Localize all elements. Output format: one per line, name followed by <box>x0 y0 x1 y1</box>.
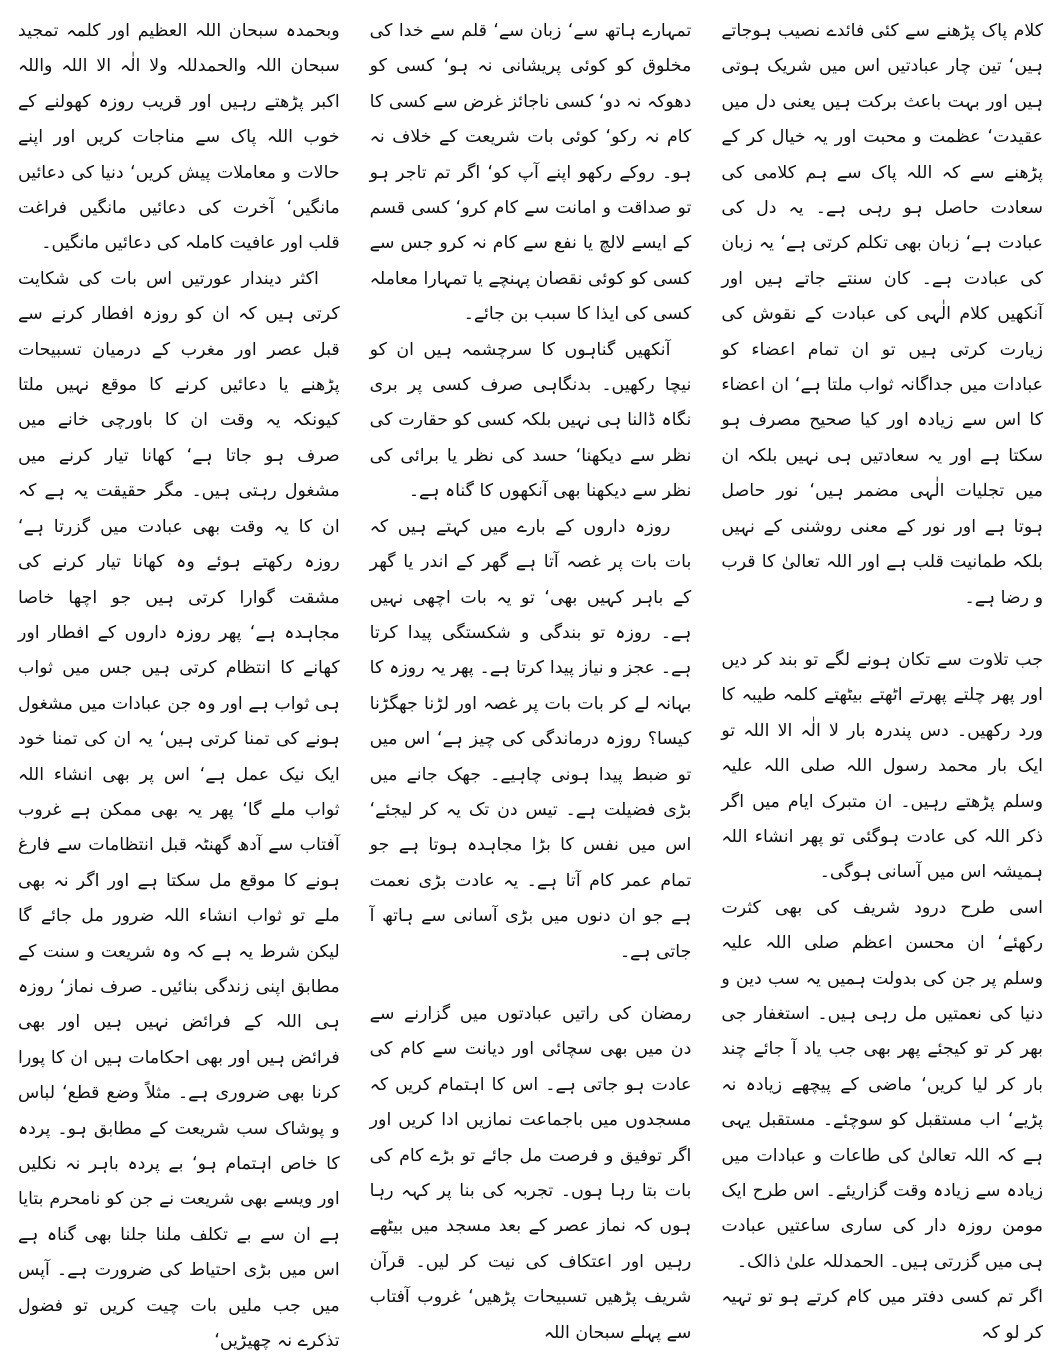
paragraph: روزہ داروں کے بارے میں کہتے ہیں کہ بات بات پر غصہ آتا ہے گھر کے اندر یا گھر کے باہر کہیں بھی‘ تو یہ بات اچھی نہیں ہے۔ روزہ تو بندگی و شکستگی پیدا کرتا ہے۔ عجز و نیاز پیدا کرتا ہے۔ پھر یہ روزہ کا بہانہ لے کر بات بات پر غصہ اور لڑنا جھگڑنا کیسا؟ روزہ درماندگی کی چیز ہے‘ اس میں تو ضبط پیدا ہونی چاہیے۔ جھک جانے میں بڑی فضیلت ہے۔ تیس دن تک یہ کر لیجئے‘ اس میں نفس کا بڑا مجاہدہ ہوتا ہے جو تمام عمر کام آتا ہے۔ یہ عادت بڑی نعمت ہے جو ان دنوں میں بڑی آسانی سے ہاتھ آ جاتی ہے۔ <box>369 516 692 962</box>
column-middle <box>370 14 692 1350</box>
paragraph-gap <box>721 616 1043 643</box>
paragraph: جب تلاوت سے تکان ہونے لگے تو بند کر دیں اور پھر چلتے پھرتے اٹھتے بیٹھتے کلمہ طیبہ کا ورد رکھیں۔ دس پندرہ بار لا الٰہ الا اللہ تو ایک بار محمد رسول اللہ صلی اللہ علیہ وسلم پڑھتے رہیں۔ ان متبرک ایام میں اگر ذکر اللہ کی عادت ہوگئی تو پھر انشاء اللہ ہمیشہ اس میں آسانی ہوگی۔ <box>721 649 1043 883</box>
paragraph: اسی طرح درود شریف کی بھی کثرت رکھئے‘ ان محسن اعظم صلی اللہ علیہ وسلم پر جن کی بدولت ہمیں یہ سب دین و دنیا کی نعمتیں مل رہی ہیں۔ استغفار جی بھر کر تو کیجئے پھر بھی جب یاد آ جائے چند بار کر لیا کریں‘ ماضی کے پیچھے زیادہ نہ پڑیے‘ اب مستقبل کو سوچئے۔ مستقبل یہی ہے کہ اللہ تعالیٰ کی طاعات و عبادات میں زیادہ سے زیادہ وقت گزاریئے۔ اس طرح ایک مومن روزہ دار کی ساری ساعتیں عبادت ہی میں گزرتی ہیں۔ الحمدللہ علیٰ ذالک۔ <box>721 897 1043 1272</box>
paragraph: کلام پاک پڑھنے سے کئی فائدے نصیب ہوجاتے ہیں‘ تین چار عبادتیں اس میں شریک ہوتی ہیں اور بہت باعث برکت ہیں یعنی دل میں عقیدت‘ عظمت و محبت اور یہ خیال کر کے پڑھنے سے کہ اللہ پاک سے ہم کلامی کی سعادت حاصل ہو رہی ہے۔ یہ دل کی عبادت ہے‘ زبان بھی تکلم کرتی ہے‘ یہ زبان کی عبادت ہے۔ کان سنتے جاتے ہیں اور آنکھیں کلام الٰہی کی عبادت کے نقوش کی زیارت کرتی ہیں تو ان تمام اعضاء کو عبادات میں جداگانہ ثواب ملتا ہے‘ ان اعضاء کا اس سے زیادہ اور کیا صحیح مصرف ہو سکتا ہے اور یہ سعادتیں ہی نہیں بلکہ ان میں تجلیات الٰہی مضمر ہیں‘ نور حاصل ہوتا ہے اور نور کے معنی روشنی کے نہیں بلکہ طمانیت قلب ہے اور اللہ تعالیٰ کا قرب و رضا ہے۔ <box>721 21 1043 608</box>
paragraph: رمضان کی راتیں عبادتوں میں گزارنے سے دن میں بھی سچائی اور دیانت سے کام کی عادت ہو جاتی ہے۔ اس کا اہتمام کریں کہ مسجدوں میں باجماعت نمازیں ادا کریں اور اگر توفیق و فرصت مل جائے تو بڑے کام کی بات بتا رہا ہوں۔ تجربہ کی بنا پر کہہ رہا ہوں کہ نماز عصر کے بعد مسجد میں بیٹھے رہیں اور اعتکاف کی نیت کر لیں۔ قرآن شریف پڑھیں تسبیحات پڑھیں‘ غروب آفتاب سے پہلے سبحان اللہ <box>369 1003 692 1343</box>
column-right <box>721 14 1043 1350</box>
paragraph: تمہارے ہاتھ سے‘ زبان سے‘ قلم سے خدا کی مخلوق کو کوئی پریشانی نہ ہو‘ کسی کو دھوکہ نہ دو‘ کسی ناجائز غرض سے کسی کا کام نہ رکو‘ کوئی بات شریعت کے خلاف نہ ہو۔ روکے رکھو اپنے آپ کو‘ اگر تم تاجر ہو تو صداقت و امانت سے کام کرو‘ کسی قسم کے ایسے لالچ یا نفع سے کام نہ کرو جس سے کسی کو کوئی نقصان پہنچے یا تمہارا معاملہ کسی کی ایذا کا سبب بن جائے۔ <box>369 21 692 325</box>
column-left <box>18 14 340 1350</box>
paragraph-gap <box>370 970 692 997</box>
paragraph: آنکھیں گناہوں کا سرچشمہ ہیں ان کو نیچا رکھیں۔ بدنگاہی صرف کسی پر بری نگاہ ڈالنا ہی نہیں بلکہ کسی کو حقارت کی نظر سے دیکھنا‘ حسد کی نظر یا برائی کی نظر سے دیکھنا بھی آنکھوں کا گناہ ہے۔ <box>369 339 692 502</box>
paragraph: اکثر دیندار عورتیں اس بات کی شکایت کرتی ہیں کہ ان کو روزہ افطار کرنے سے قبل عصر اور مغرب کے درمیان تسبیحات پڑھنے یا دعائیں کرنے کا موقع نہیں ملتا کیونکہ یہ وقت ان کا باورچی خانے میں صرف ہو جاتا ہے‘ کھانا تیار کرنے میں مشغول رہتی ہیں۔ مگر حقیقت یہ ہے کہ ان کا یہ وقت بھی عبادت میں گزرتا ہے‘ روزہ رکھتے ہوئے وہ کھانا تیار کرنے کی مشقت گوارا کرتی ہیں جو اچھا خاصا مجاہدہ ہے‘ پھر روزہ داروں کے افطار اور کھانے کا انتظام کرتی ہیں جس میں ثواب ہی ثواب ہے اور وہ جن عبادات میں مشغول ہونے کی تمنا کرتی ہیں‘ یہ ان کی تمنا خود ایک نیک عمل ہے‘ اس پر بھی انشاء اللہ ثواب ملے گا‘ پھر یہ بھی ممکن ہے غروب آفتاب سے آدھ گھنٹہ قبل انتظامات سے فارغ ہونے کا موقع مل سکتا ہے اور اگر نہ بھی ملے تو ثواب انشاء اللہ ضرور مل جائے گا لیکن شرط یہ ہے کہ وہ شریعت و سنت کے مطابق اپنی زندگی بنائیں۔ صرف نماز‘ روزہ ہی اللہ کے فرائض نہیں ہیں اور بھی فرائض ہیں اور بھی احکامات ہیں ان کا پورا کرنا بھی ضروری ہے۔ مثلاً وضع قطع‘ لباس و پوشاک سب شریعت کے مطابق ہو۔ پردہ کا خاص اہتمام ہو‘ بے پردہ باہر نہ نکلیں اور ویسے بھی شریعت نے جن کو نامحرم بتایا ہے ان سے بے تکلف ملنا جلنا بھی گناہ ہے اس میں بڑی احتیاط کی ضرورت ہے۔ آپس میں جب ملیں بات چیت کریں تو فضول تذکرے نہ چھیڑیں‘ <box>17 268 340 1352</box>
paragraph: اگر تم کسی دفتر میں کام کرتے ہو تو تہیہ کر لو کہ <box>721 1287 1043 1343</box>
paragraph: وبحمدہ سبحان اللہ العظیم اور کلمہ تمجید سبحان اللہ والحمدللہ ولا الٰہ الا اللہ واللہ اکبر پڑھتے رہیں اور قریب روزہ کھولنے کے خوب اللہ پاک سے مناجات کریں اور اپنے حالات و معاملات پیش کریں‘ دنیا کی دعائیں مانگیں‘ آخرت کی دعائیں مانگیں فراغت قلب اور عافیت کاملہ کی دعائیں مانگیں۔ <box>17 21 340 254</box>
